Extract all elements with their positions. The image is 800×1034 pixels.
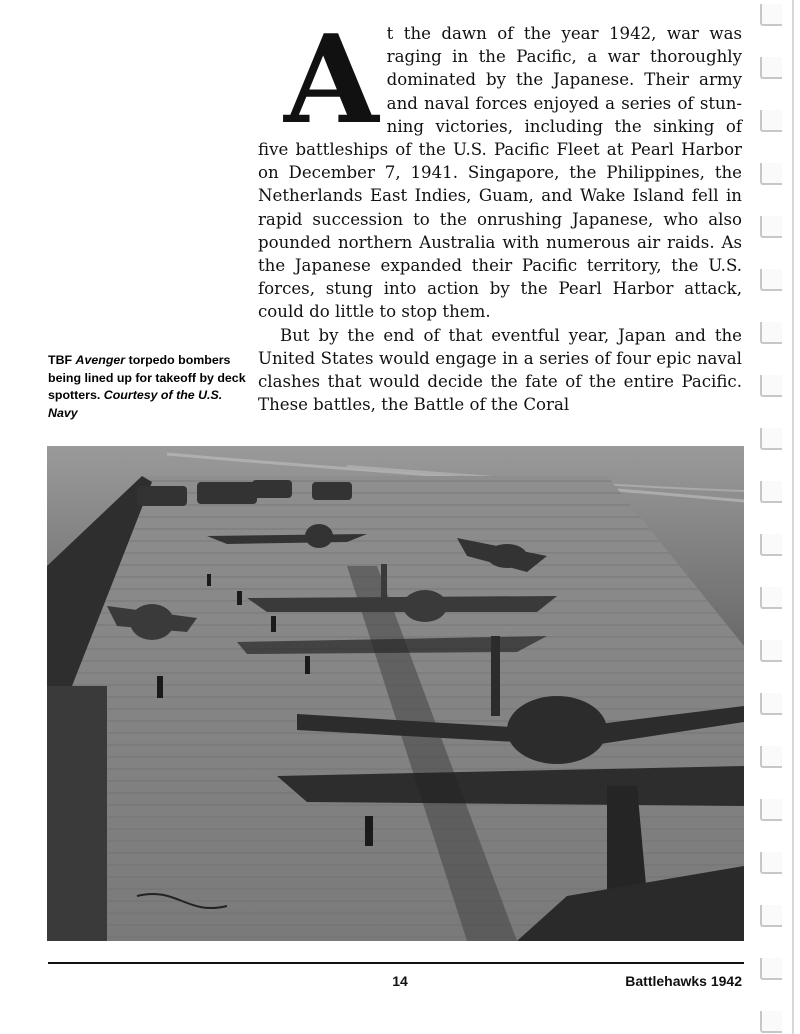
binding-ring — [760, 799, 782, 821]
binding-ring — [760, 322, 782, 344]
binding-ring — [760, 693, 782, 715]
binding-ring — [760, 852, 782, 874]
caption-prefix: TBF — [48, 353, 76, 367]
binding-ring — [760, 481, 782, 503]
binding-ring — [760, 428, 782, 450]
binding-ring — [760, 269, 782, 291]
binding-ring — [760, 534, 782, 556]
footer-rule — [48, 962, 744, 964]
binding-ring — [760, 746, 782, 768]
article-body — [258, 7, 742, 416]
binding-ring — [760, 163, 782, 185]
paragraph-1-text: t the dawn of the year 1942, war was raging in the Pacific, a war thoroughly dominated by the Japanese. Their army and naval forces enjoyed a series of stunning victories, including the sinking of five battleships of the U.S. Pacific Fleet at Pearl Harbor on December 7, 1941. Singapore, the Philippines, the Netherlands East Indies, Guam, and Wake Island fell in rapid succession to the onrushing Japanese, who also pounded northern Australia with numerous air raids. As the Japanese expanded their Pacific territory, the U.S. forces, stung into action by the Pearl Harbor attack, could do little to stop them. — [258, 24, 742, 322]
carrier-deck-photo — [47, 446, 744, 941]
binding-ring — [760, 375, 782, 397]
caption-credit: Courtesy of the U.S. Navy — [48, 388, 223, 420]
binding-ring — [760, 4, 782, 26]
binding-ring — [760, 57, 782, 79]
page-number: 14 — [392, 973, 408, 989]
caption-aircraft-name: Avenger — [75, 353, 126, 367]
paragraph-1 — [258, 7, 742, 324]
binding-edge — [792, 0, 794, 1034]
binding-ring — [760, 216, 782, 238]
binding-ring — [760, 640, 782, 662]
drop-cap: A — [284, 7, 379, 151]
carrier-deck-illustration — [47, 446, 744, 941]
caption-text: torpedo bombers being lined up for takeoff by deck spotters. — [48, 353, 246, 402]
binding-ring — [760, 110, 782, 132]
binding-ring — [760, 905, 782, 927]
photo-caption — [48, 352, 254, 422]
running-footer-title: Battlehawks 1942 — [625, 973, 742, 989]
paragraph-2: But by the end of that eventful year, Japan and the United States would engage in a series of four epic naval clashes that would decide the fate of the entire Pacific. These battles, the Battle of the Coral — [258, 325, 742, 415]
spiral-binding — [740, 0, 800, 1034]
binding-ring — [760, 1011, 782, 1033]
binding-ring — [760, 587, 782, 609]
